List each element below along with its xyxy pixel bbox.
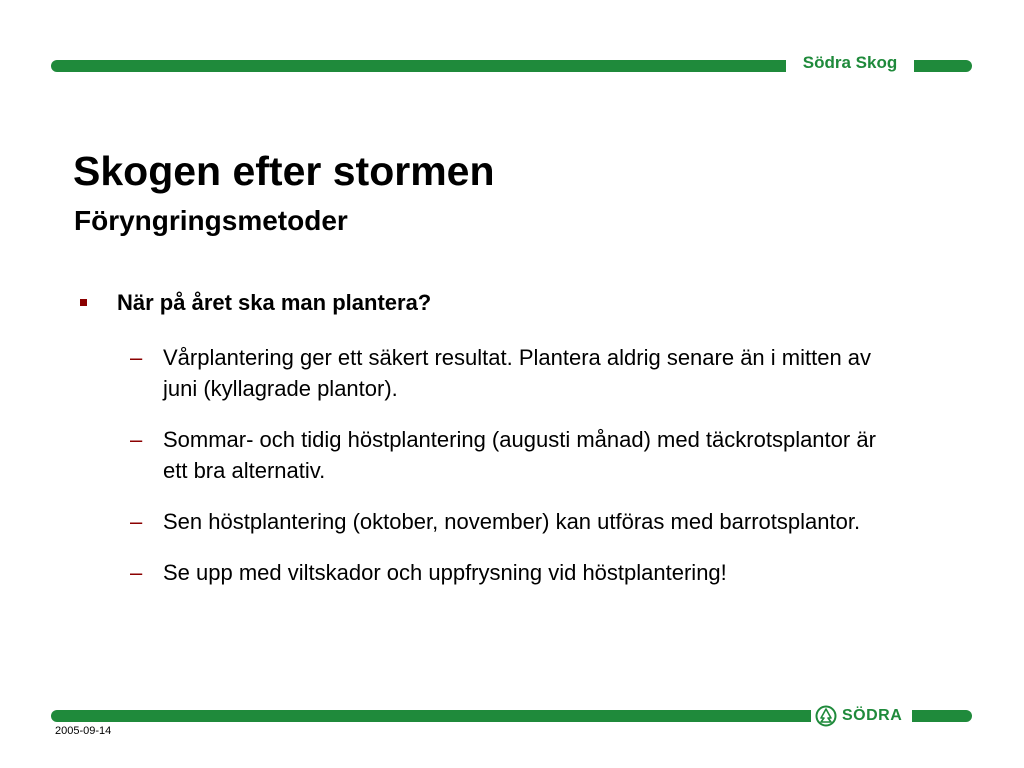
dash-bullet-icon: – (130, 509, 143, 534)
dash-bullet-icon: – (130, 427, 143, 452)
dash-bullet-icon: – (130, 345, 143, 370)
footer-logo (815, 704, 902, 728)
header-bar-left (51, 60, 786, 72)
sub-bullet-item (130, 424, 890, 486)
footer-date: 2005-09-14 (55, 725, 112, 737)
dash-bullet-icon: – (130, 560, 143, 585)
sub-bullet-item (130, 342, 890, 404)
sub-bullet-text: Sen höstplantering (oktober, november) kan utföras med barrotsplantor. (163, 509, 861, 534)
slide-title: Skogen efter stormen (73, 148, 495, 194)
sodra-tree-logo-icon (815, 705, 837, 727)
footer-logo-text: SÖDRA (842, 707, 903, 724)
sub-bullet-text: Sommar- och tidig höstplantering (augusti månad) med täckrotsplantor är ett bra alternativ. (163, 427, 876, 483)
main-bullet-text: När på året ska man plantera? (117, 290, 432, 315)
slide-subtitle: Föryngringsmetoder (74, 205, 348, 236)
square-bullet-icon (80, 299, 87, 306)
footer-bar-left (51, 710, 811, 722)
header-bar-right (914, 60, 972, 72)
sub-bullet-list (130, 342, 890, 608)
sub-bullet-text: Se upp med viltskador och uppfrysning vid höstplantering! (163, 560, 727, 585)
footer-bar-right (912, 710, 972, 722)
header-brand: Södra Skog (802, 53, 898, 72)
sub-bullet-text: Vårplantering ger ett säkert resultat. Plantera aldrig senare än i mitten av juni (kyllagrade plantor). (163, 345, 872, 401)
sub-bullet-item (130, 506, 890, 537)
sub-bullet-item (130, 557, 890, 588)
